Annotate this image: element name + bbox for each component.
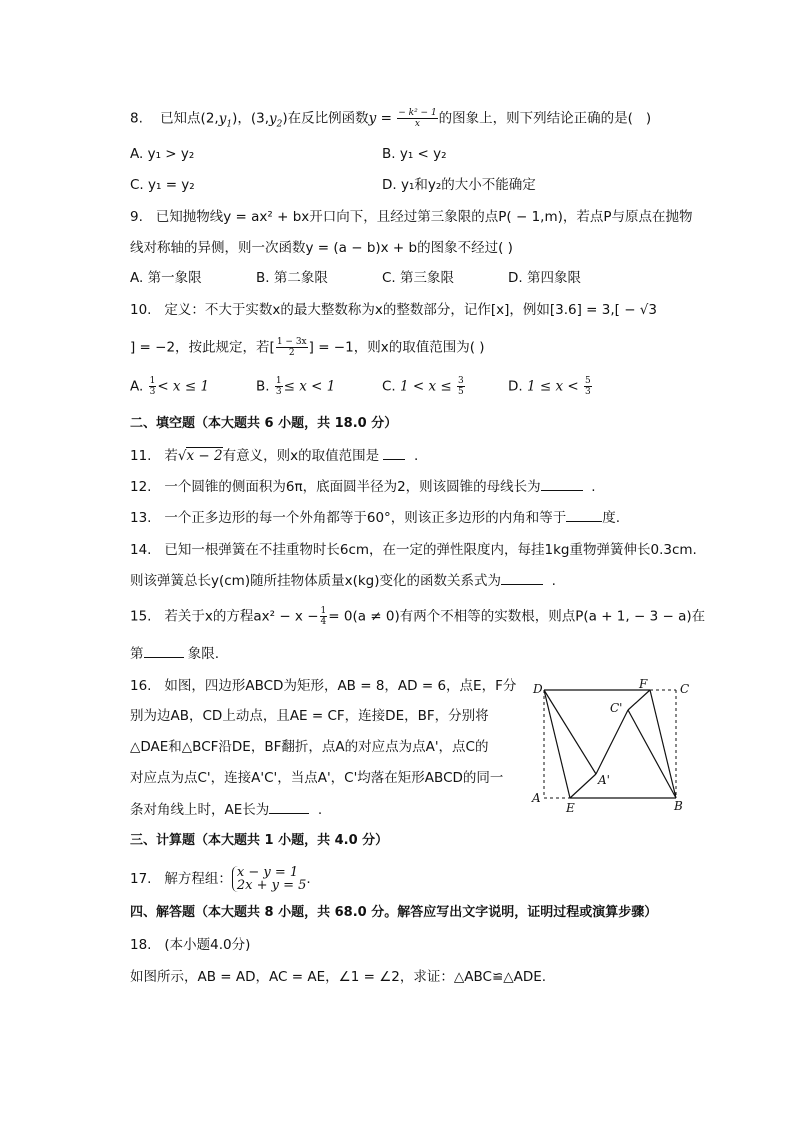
section-3-heading: 三、计算题（本大题共 1 小题，共 4.0 分） [130,833,389,848]
segment-DA' [544,690,596,774]
option-10d: D. 1 ≤ x < $\frac{5}{3}$ [508,376,591,397]
label-A: A [532,791,541,805]
option-8a: A. y₁ > y₂ [130,146,195,162]
option-8b: B. y₁ < y₂ [382,146,447,162]
question-18-text: 如图所示，AB = AD，AC = AE，∠1 = ∠2，求证：△ABC≌△ADE. [130,969,547,985]
option-8c: C. y₁ = y₂ [130,177,195,193]
question-14: 14. 已知一根弹簧在不挂重物时长6cm，在一定的弹性限度内，每挂1kg重物弹簧伸长0.3cm. [130,542,697,558]
segment-C'B [628,710,676,798]
label-B: B [674,799,683,813]
option-9a: A. 第一象限 [130,270,202,286]
fold-FB [650,690,676,798]
segment-EA' [570,774,596,798]
question-16-line3: △DAE和△BCF沿DE，BF翻折，点A的对应点为点A'，点C的 [130,739,489,755]
question-10: 10. 定义：不大于实数x的最大整数称为x的整数部分，记作[x]，例如[3.6] = 3,[ − √3 [130,302,657,318]
question-16-line4: 对应点为点C'，连接A'C'，当点A'，C'均落在矩形ABCD的同一 [130,770,504,786]
question-16: 16. 如图，四边形ABCD为矩形，AB = 8，AD = 6，点E，F分 [130,678,517,694]
question-12: 12. 一个圆锥的侧面积为6π，底面圆半径为2，则该圆锥的母线长为 . [130,479,596,495]
question-18: 18. (本小题4.0分) [130,937,251,953]
question-14-line2: 则该弹簧总长y(cm)随所挂物体质量x(kg)变化的函数关系式为 . [130,573,556,589]
label-Ap: A' [598,773,610,787]
fraction: $\frac{\text{− k² − 1}}{x}$ [398,108,437,129]
question-16-line2: 别为边AB，CD上动点，且AE = CF，连接DE，BF，分别将 [130,708,489,724]
section-4-heading: 四、解答题（本大题共 8 小题，共 68.0 分。解答应写出文字说明，证明过程或演算步骤） [130,905,658,920]
label-D: D [533,682,543,696]
question-8: 8. 已知点$(2,y_1)$，$(3,y_2)$在反比例函数y = $\frac{\text{− k² − 1}}{x}$ 的图象上，则下列结论正确的是( ) [130,108,652,130]
equation-system: x − y = 1 2x + y = 5 [232,866,307,892]
section-2-heading: 二、填空题（本大题共 6 小题，共 18.0 分） [130,416,398,431]
segment-A'C' [596,710,628,774]
question-10-line2: ] = −2，按此规定，若[ $\frac{1 - 3x}{2}$ ] = −1，则x的取值范围为( ) [130,337,485,358]
option-10a: A. $\frac{1}{3}$ < x ≤ 1 [130,376,210,397]
label-Cp: C' [610,701,623,715]
question-13: 13. 一个正多边形的每一个外角都等于60°，则该正多边形的内角和等于 度. [130,510,621,526]
label-C: C [680,682,690,696]
option-9d: D. 第四象限 [508,270,581,286]
label-F: F [639,677,648,691]
rectangle-figure [524,676,704,816]
question-16-line5: 条对角线上时，AE长为 . [130,802,323,818]
option-9b: B. 第二象限 [256,270,328,286]
option-10c: C. 1 < x ≤ $\frac{3}{5}$ [382,376,464,397]
question-9-line2: 线对称轴的异侧，则一次函数y = (a − b)x + b的图象不经过( ) [130,240,513,256]
option-8d: D. y₁和y₂的大小不能确定 [382,177,536,193]
label-E: E [566,801,575,815]
segment-C'F [628,690,650,710]
question-11: 11. 若√x − 2有意义，则x的取值范围是 . [130,448,419,464]
question-15-line2: 第 象限. [130,646,220,662]
question-17: 17. 解方程组： x − y = 1 2x + y = 5 . [130,865,311,893]
option-9c: C. 第三象限 [382,270,455,286]
question-9: 9. 已知抛物线y = ax² + bx开口向下，且经过第三象限的点P( − 1,m)，若点P与原点在抛物 [130,209,693,225]
fold-DE [544,690,570,798]
question-15: 15. 若关于x的方程ax² − x − $\frac{1}{4}$ = 0(a ≠ 0)有两个不相等的实数根，则点P(a + 1, − 3 − a)在 [130,606,706,627]
option-10b: B. $\frac{1}{3}$ ≤ x < 1 [256,376,336,397]
